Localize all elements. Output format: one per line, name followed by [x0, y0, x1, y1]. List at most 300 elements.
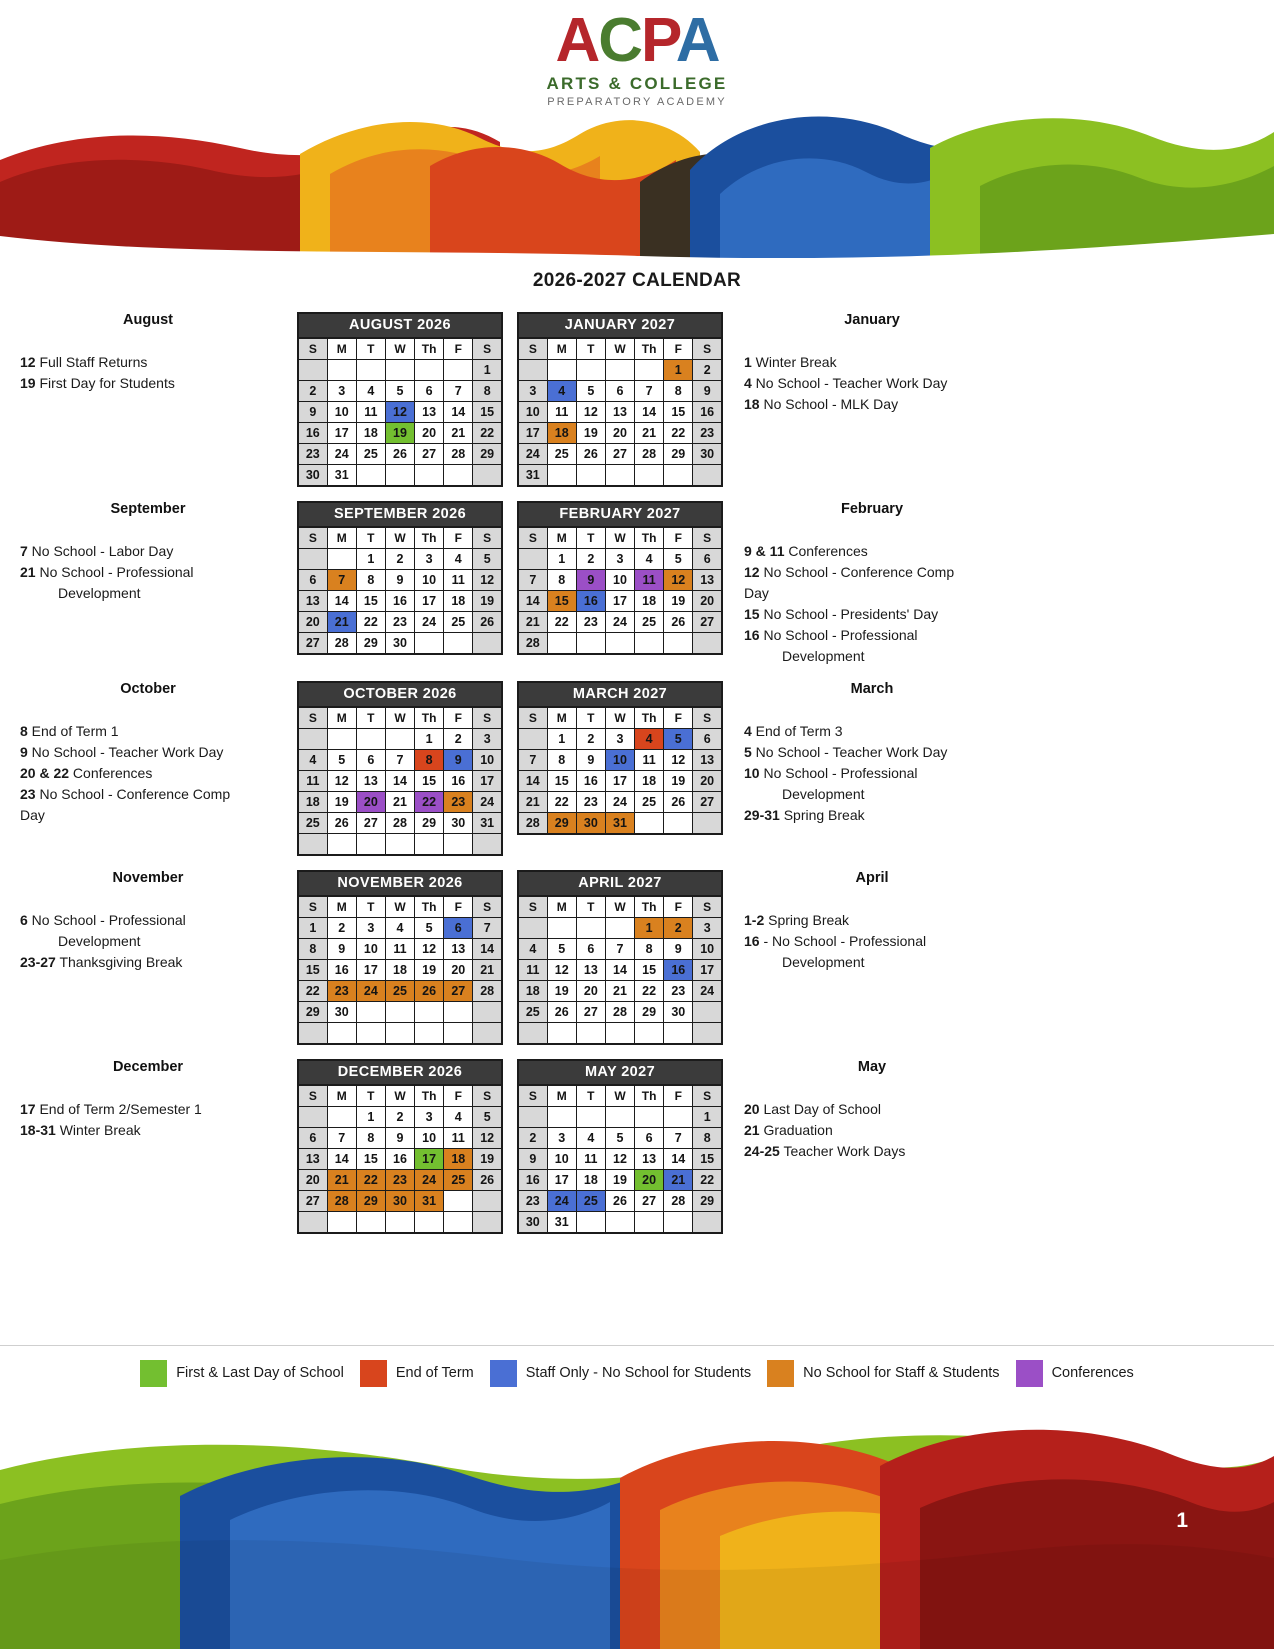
day-cell-empty — [415, 360, 444, 381]
legend-label: No School for Staff & Students — [803, 1365, 1000, 1381]
day-cell: 7 — [385, 750, 414, 771]
day-cell: 1 — [473, 360, 502, 381]
note-continuation: Day — [20, 807, 45, 823]
day-cell: 12 — [605, 1149, 634, 1170]
day-of-week-header: F — [444, 1085, 473, 1107]
month-table — [297, 312, 503, 487]
day-cell: 1 — [547, 729, 576, 750]
day-cell: 15 — [356, 1149, 385, 1170]
calendar-month-row — [0, 681, 1274, 856]
day-cell: 9 — [576, 750, 605, 771]
day-cell: 8 — [547, 570, 576, 591]
day-cell: 3 — [605, 549, 634, 570]
day-cell: 23 — [385, 1170, 414, 1191]
day-cell: 22 — [635, 981, 664, 1002]
day-cell: 30 — [576, 813, 605, 835]
day-cell-empty — [473, 1212, 502, 1234]
day-cell: 20 — [635, 1170, 664, 1191]
month-notes-list — [744, 352, 1000, 415]
day-cell: 30 — [385, 633, 414, 655]
day-cell: 13 — [693, 750, 722, 771]
day-cell: 17 — [327, 423, 356, 444]
note-date: 7 — [20, 543, 28, 559]
month-note-item: 17 End of Term 2/Semester 1 — [20, 1101, 202, 1117]
day-cell: 24 — [473, 792, 502, 813]
day-cell: 18 — [444, 1149, 473, 1170]
week-row — [298, 792, 502, 813]
month-table — [517, 312, 723, 487]
day-of-week-header: T — [356, 707, 385, 729]
day-of-week-header: F — [444, 338, 473, 360]
day-of-week-header: T — [356, 1085, 385, 1107]
day-cell: 13 — [576, 960, 605, 981]
month-note-item: 1-2 Spring Break — [744, 912, 850, 928]
day-cell: 5 — [327, 750, 356, 771]
day-cell-empty — [518, 360, 547, 381]
day-of-week-header: M — [327, 896, 356, 918]
day-cell: 21 — [635, 423, 664, 444]
day-cell: 4 — [576, 1128, 605, 1149]
week-row — [518, 1128, 722, 1149]
month-title: MARCH 2027 — [518, 682, 722, 707]
day-cell: 20 — [693, 771, 722, 792]
day-cell: 20 — [576, 981, 605, 1002]
day-cell: 24 — [547, 1191, 576, 1212]
day-of-week-header: S — [473, 896, 502, 918]
day-cell-empty — [693, 1002, 722, 1023]
month-table — [517, 870, 723, 1045]
day-cell: 10 — [356, 939, 385, 960]
day-cell: 18 — [635, 591, 664, 612]
day-cell: 17 — [693, 960, 722, 981]
month-note-item: 10 No School - Professional — [744, 765, 918, 781]
day-cell: 28 — [385, 813, 414, 834]
legend-item — [140, 1360, 344, 1387]
day-cell: 25 — [444, 1170, 473, 1191]
day-cell-empty — [664, 633, 693, 655]
day-cell-empty — [298, 1107, 327, 1128]
day-cell: 10 — [547, 1149, 576, 1170]
note-date: 18-31 — [20, 1122, 56, 1138]
day-cell: 9 — [664, 939, 693, 960]
month-notes-title: May — [857, 1059, 887, 1075]
day-cell: 18 — [576, 1170, 605, 1191]
month-note-item: 9 & 11 Conferences — [744, 543, 868, 559]
day-cell: 24 — [605, 612, 634, 633]
day-cell: 25 — [518, 1002, 547, 1023]
day-cell: 12 — [473, 570, 502, 591]
day-of-week-header: S — [298, 707, 327, 729]
day-cell: 21 — [605, 981, 634, 1002]
day-cell-empty — [385, 465, 414, 487]
day-cell-empty — [635, 1212, 664, 1234]
day-cell: 3 — [415, 1107, 444, 1128]
day-cell: 13 — [635, 1149, 664, 1170]
day-cell: 23 — [576, 792, 605, 813]
day-cell-empty — [547, 465, 576, 487]
day-of-week-header: W — [385, 338, 414, 360]
day-cell: 4 — [518, 939, 547, 960]
day-cell-empty — [635, 1023, 664, 1045]
day-cell: 30 — [693, 444, 722, 465]
day-cell-empty — [356, 1002, 385, 1023]
day-cell: 3 — [356, 918, 385, 939]
legend-item — [360, 1360, 474, 1387]
day-cell: 21 — [518, 612, 547, 633]
day-of-week-header: Th — [415, 527, 444, 549]
day-cell: 7 — [327, 570, 356, 591]
day-cell-empty — [473, 1191, 502, 1212]
day-of-week-header: S — [693, 527, 722, 549]
day-cell-empty — [473, 633, 502, 655]
day-cell: 11 — [356, 402, 385, 423]
day-cell: 31 — [415, 1191, 444, 1212]
day-cell: 26 — [385, 444, 414, 465]
day-cell: 2 — [385, 549, 414, 570]
day-cell: 27 — [415, 444, 444, 465]
day-cell-empty — [518, 549, 547, 570]
day-cell: 24 — [356, 981, 385, 1002]
day-of-week-header: Th — [635, 1085, 664, 1107]
month-notes — [0, 501, 290, 604]
day-cell: 31 — [605, 813, 634, 835]
day-cell: 18 — [385, 960, 414, 981]
day-cell-empty — [693, 633, 722, 655]
day-of-week-header: S — [473, 707, 502, 729]
day-of-week-header: W — [385, 896, 414, 918]
note-date: 23 — [20, 786, 36, 802]
month-note-item: 29-31 Spring Break — [744, 807, 865, 823]
day-cell-empty — [356, 360, 385, 381]
note-date: 19 — [20, 375, 36, 391]
day-cell: 10 — [605, 570, 634, 591]
day-of-week-header: M — [547, 1085, 576, 1107]
day-cell: 20 — [605, 423, 634, 444]
day-cell: 16 — [298, 423, 327, 444]
month-title: SEPTEMBER 2026 — [298, 502, 502, 527]
day-cell: 10 — [327, 402, 356, 423]
week-row — [298, 465, 502, 487]
day-cell: 9 — [444, 750, 473, 771]
day-cell: 14 — [635, 402, 664, 423]
month-note-item: 7 No School - Labor Day — [20, 543, 174, 559]
day-cell-empty — [664, 1107, 693, 1128]
day-cell-empty — [444, 1191, 473, 1212]
day-cell: 25 — [444, 612, 473, 633]
day-cell: 5 — [547, 939, 576, 960]
page-number: 1 — [1176, 1509, 1188, 1532]
day-cell: 11 — [518, 960, 547, 981]
day-cell: 29 — [356, 1191, 385, 1212]
day-cell: 25 — [635, 792, 664, 813]
week-row — [518, 549, 722, 570]
day-cell: 10 — [518, 402, 547, 423]
day-of-week-header: F — [664, 707, 693, 729]
day-of-week-header: M — [547, 338, 576, 360]
month-note-item: 21 Graduation — [744, 1122, 833, 1138]
legend-label: Conferences — [1051, 1365, 1134, 1381]
day-cell: 2 — [444, 729, 473, 750]
legend-label: Staff Only - No School for Students — [525, 1365, 752, 1381]
day-cell: 3 — [415, 549, 444, 570]
day-cell: 7 — [605, 939, 634, 960]
day-cell: 27 — [356, 813, 385, 834]
day-cell-empty — [635, 465, 664, 487]
week-row — [298, 444, 502, 465]
week-row — [298, 729, 502, 750]
day-cell-empty — [693, 1023, 722, 1045]
day-cell-empty — [693, 465, 722, 487]
day-cell: 11 — [576, 1149, 605, 1170]
day-cell: 22 — [547, 792, 576, 813]
day-cell: 19 — [473, 1149, 502, 1170]
week-row — [518, 1191, 722, 1212]
day-cell: 6 — [693, 729, 722, 750]
month-notes-list — [20, 541, 276, 604]
day-cell: 30 — [518, 1212, 547, 1234]
day-cell: 11 — [635, 570, 664, 591]
week-row — [298, 633, 502, 655]
day-cell: 5 — [576, 381, 605, 402]
week-row — [518, 465, 722, 487]
day-cell: 7 — [327, 1128, 356, 1149]
day-cell: 5 — [664, 729, 693, 750]
day-cell: 12 — [664, 750, 693, 771]
day-cell: 15 — [547, 591, 576, 612]
day-cell: 27 — [444, 981, 473, 1002]
day-cell: 15 — [635, 960, 664, 981]
month-column-left — [290, 681, 510, 856]
day-cell: 6 — [605, 381, 634, 402]
month-column-right — [510, 870, 730, 1045]
day-cell: 18 — [298, 792, 327, 813]
day-of-week-header: T — [576, 338, 605, 360]
month-note-item: 18-31 Winter Break — [20, 1122, 141, 1138]
day-cell-empty — [473, 1023, 502, 1045]
day-of-week-header: Th — [635, 338, 664, 360]
day-cell: 17 — [415, 591, 444, 612]
month-notes — [0, 870, 290, 973]
day-cell: 3 — [327, 381, 356, 402]
day-cell: 19 — [664, 771, 693, 792]
day-cell: 23 — [576, 612, 605, 633]
month-table — [297, 870, 503, 1045]
day-cell: 22 — [298, 981, 327, 1002]
day-cell: 24 — [693, 981, 722, 1002]
day-cell: 26 — [473, 1170, 502, 1191]
day-cell: 30 — [327, 1002, 356, 1023]
month-note-item: 12 No School - Conference Comp — [744, 564, 955, 580]
day-of-week-header: W — [385, 707, 414, 729]
month-notes-title: April — [855, 870, 889, 886]
month-notes — [0, 1059, 290, 1141]
day-cell: 26 — [473, 612, 502, 633]
day-cell: 8 — [635, 939, 664, 960]
day-cell: 5 — [415, 918, 444, 939]
day-cell: 5 — [385, 381, 414, 402]
day-cell: 3 — [473, 729, 502, 750]
day-cell: 3 — [693, 918, 722, 939]
note-date: 16 — [744, 627, 760, 643]
month-note-item: 8 End of Term 1 — [20, 723, 119, 739]
day-cell: 17 — [356, 960, 385, 981]
day-of-week-header: M — [327, 338, 356, 360]
day-cell: 11 — [444, 1128, 473, 1149]
day-of-week-header: S — [473, 527, 502, 549]
day-cell-empty — [385, 1002, 414, 1023]
day-cell: 15 — [547, 771, 576, 792]
day-cell: 29 — [693, 1191, 722, 1212]
day-cell: 26 — [547, 1002, 576, 1023]
month-table — [517, 1059, 723, 1234]
month-notes-list — [744, 721, 1000, 826]
calendar-month-row — [0, 312, 1274, 487]
day-cell: 14 — [327, 591, 356, 612]
day-cell: 17 — [415, 1149, 444, 1170]
day-cell: 4 — [635, 729, 664, 750]
day-cell-empty — [605, 465, 634, 487]
week-row — [518, 813, 722, 835]
month-note-item: 18 No School - MLK Day — [744, 396, 899, 412]
month-note-item: 21 No School - Professional — [20, 564, 194, 580]
day-cell: 22 — [356, 612, 385, 633]
week-row — [518, 381, 722, 402]
day-cell: 1 — [664, 360, 693, 381]
day-cell: 10 — [415, 570, 444, 591]
day-cell: 17 — [518, 423, 547, 444]
day-cell: 20 — [298, 1170, 327, 1191]
day-cell: 12 — [664, 570, 693, 591]
day-of-week-header: S — [518, 527, 547, 549]
day-of-week-header: F — [444, 896, 473, 918]
note-date: 12 — [20, 354, 36, 370]
legend-item — [1016, 1360, 1134, 1387]
paint-stroke-banner-top — [0, 108, 1274, 258]
note-date: 5 — [744, 744, 752, 760]
month-notes-title: March — [850, 681, 894, 697]
day-cell: 30 — [298, 465, 327, 487]
note-date: 29-31 — [744, 807, 780, 823]
day-of-week-header: M — [547, 527, 576, 549]
day-cell: 13 — [693, 570, 722, 591]
day-cell-empty — [518, 1023, 547, 1045]
day-cell: 5 — [605, 1128, 634, 1149]
day-cell-empty — [415, 633, 444, 655]
note-date: 9 — [20, 744, 28, 760]
day-cell: 31 — [518, 465, 547, 487]
week-row — [298, 750, 502, 771]
day-cell: 18 — [356, 423, 385, 444]
day-cell: 15 — [693, 1149, 722, 1170]
day-of-week-header: T — [356, 896, 385, 918]
month-table — [517, 681, 723, 835]
month-note-item: 20 & 22 Conferences — [20, 765, 153, 781]
day-cell: 26 — [605, 1191, 634, 1212]
day-cell: 3 — [547, 1128, 576, 1149]
week-row — [298, 1107, 502, 1128]
day-cell: 29 — [547, 813, 576, 835]
day-of-week-header: S — [518, 1085, 547, 1107]
day-cell: 21 — [518, 792, 547, 813]
week-row — [518, 360, 722, 381]
day-of-week-header: M — [327, 1085, 356, 1107]
month-note-item: 15 No School - Presidents' Day — [744, 606, 939, 622]
day-cell: 11 — [385, 939, 414, 960]
week-row — [298, 1212, 502, 1234]
day-cell-empty — [327, 1212, 356, 1234]
month-notes-title: October — [120, 681, 176, 697]
month-notes — [730, 1059, 1020, 1162]
day-cell: 8 — [547, 750, 576, 771]
legend-color-swatch — [1016, 1360, 1043, 1387]
day-cell: 22 — [415, 792, 444, 813]
week-row — [298, 591, 502, 612]
month-column-left — [290, 312, 510, 487]
month-note-item: 24-25 Teacher Work Days — [744, 1143, 906, 1159]
day-of-week-header: Th — [415, 1085, 444, 1107]
month-notes-list — [20, 352, 276, 394]
calendar-month-row — [0, 870, 1274, 1045]
day-cell: 6 — [693, 549, 722, 570]
day-cell: 14 — [327, 1149, 356, 1170]
week-row — [518, 1149, 722, 1170]
day-cell: 25 — [385, 981, 414, 1002]
day-cell: 29 — [635, 1002, 664, 1023]
day-cell: 19 — [327, 792, 356, 813]
day-cell-empty — [605, 1107, 634, 1128]
logo-letter-c: C — [598, 6, 641, 75]
week-row — [298, 918, 502, 939]
day-cell-empty — [547, 918, 576, 939]
page-title: 2026-2027 CALENDAR — [532, 270, 742, 291]
day-cell: 28 — [327, 633, 356, 655]
day-cell: 27 — [635, 1191, 664, 1212]
day-cell: 17 — [473, 771, 502, 792]
day-cell-empty — [327, 834, 356, 856]
day-cell-empty — [444, 633, 473, 655]
day-cell: 24 — [415, 1170, 444, 1191]
day-cell: 15 — [298, 960, 327, 981]
day-cell: 1 — [635, 918, 664, 939]
day-cell: 27 — [605, 444, 634, 465]
day-cell: 26 — [576, 444, 605, 465]
day-cell-empty — [298, 1212, 327, 1234]
note-date: 24-25 — [744, 1143, 780, 1159]
day-cell: 5 — [473, 549, 502, 570]
month-notes-title: February — [840, 501, 904, 517]
day-cell: 17 — [605, 771, 634, 792]
day-cell: 18 — [444, 591, 473, 612]
day-cell-empty — [635, 360, 664, 381]
day-cell-empty — [415, 834, 444, 856]
week-row — [518, 444, 722, 465]
day-cell: 7 — [518, 570, 547, 591]
day-cell: 6 — [576, 939, 605, 960]
month-note-item: 23-27 Thanksgiving Break — [20, 954, 183, 970]
day-cell: 29 — [356, 633, 385, 655]
day-cell: 4 — [298, 750, 327, 771]
day-cell: 16 — [385, 591, 414, 612]
day-cell-empty — [298, 1023, 327, 1045]
legend-color-swatch — [767, 1360, 794, 1387]
day-cell-empty — [356, 834, 385, 856]
day-cell: 12 — [327, 771, 356, 792]
day-cell: 9 — [298, 402, 327, 423]
day-cell: 9 — [518, 1149, 547, 1170]
day-of-week-header: Th — [635, 896, 664, 918]
day-cell: 27 — [693, 612, 722, 633]
day-cell: 9 — [693, 381, 722, 402]
